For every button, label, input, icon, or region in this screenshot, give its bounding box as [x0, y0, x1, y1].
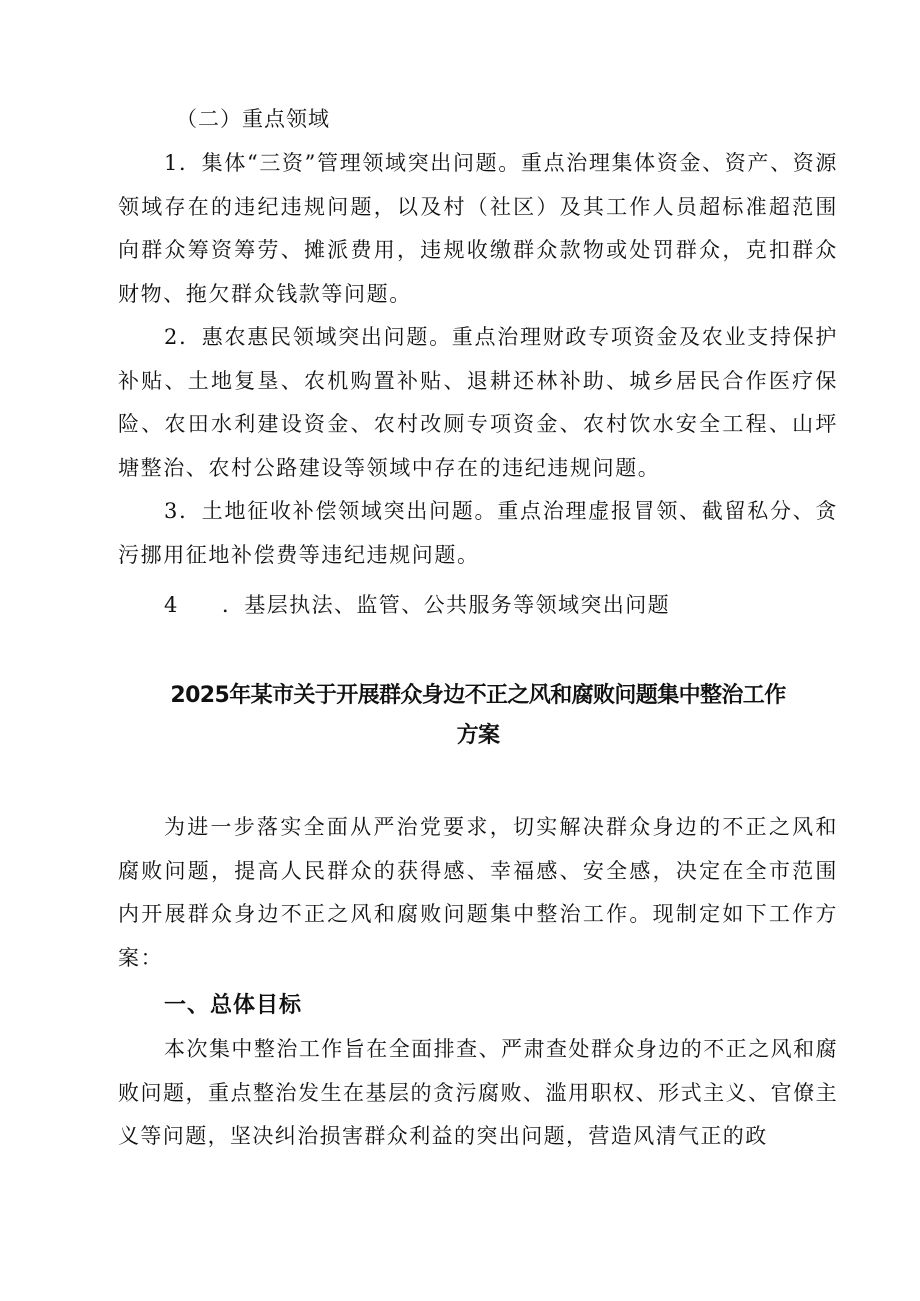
subheading-key-areas: （二）重点领域 [176, 107, 330, 131]
item-4-paragraph [164, 584, 670, 628]
intro-paragraph: 为进一步落实全面从严治党要求，切实解决群众身边的不正之风和腐败问题，提高人民群众的获得感、幸福感、安全感，决定在全市范围内开展群众身边不正之风和腐败问题集中整治工作。现制定如下工作方案： [118, 815, 838, 970]
document-title [118, 676, 838, 756]
section-1-heading: 一、总体目标 [164, 993, 303, 1018]
section-1-paragraph: 本次集中整治工作旨在全面排查、严肃查处群众身边的不正之风和腐败问题，重点整治发生在基层的贪污腐败、滥用职权、形式主义、官僚主义等问题，坚决纠治损害群众利益的突出问题，营造风清气正的政 [118, 1037, 838, 1148]
item-1-paragraph: 1．集体“三资”管理领域突出问题。重点治理集体资金、资产、资源领域存在的违纪违规问题，以及村（社区）及其工作人员超标准超范围向群众筹资筹劳、摊派费用，违规收缴群众款物或处罚群众，克扣群众财物、拖欠群众钱款等问题。 [118, 151, 838, 306]
title-line-1: 2025年某市关于开展群众身边不正之风和腐败问题集中整治工作 [170, 683, 786, 708]
title-line-2: 方案 [456, 723, 500, 748]
item-3-paragraph: 3．土地征收补偿领域突出问题。重点治理虚报冒领、截留私分、贪污挪用征地补偿费等违纪违规问题。 [118, 499, 838, 567]
item-4-number: 4 [164, 593, 179, 617]
item-4-text: ．基层执法、监管、公共服务等领域突出问题 [222, 593, 670, 617]
item-2-paragraph: 2．惠农惠民领域突出问题。重点治理财政专项资金及农业支持保护补贴、土地复垦、农机购置补贴、退耕还林补助、城乡居民合作医疗保险、农田水利建设资金、农村改厕专项资金、农村饮水安全工程、山坪塘整治、农村公路建设等领域中存在的违纪违规问题。 [118, 325, 838, 480]
